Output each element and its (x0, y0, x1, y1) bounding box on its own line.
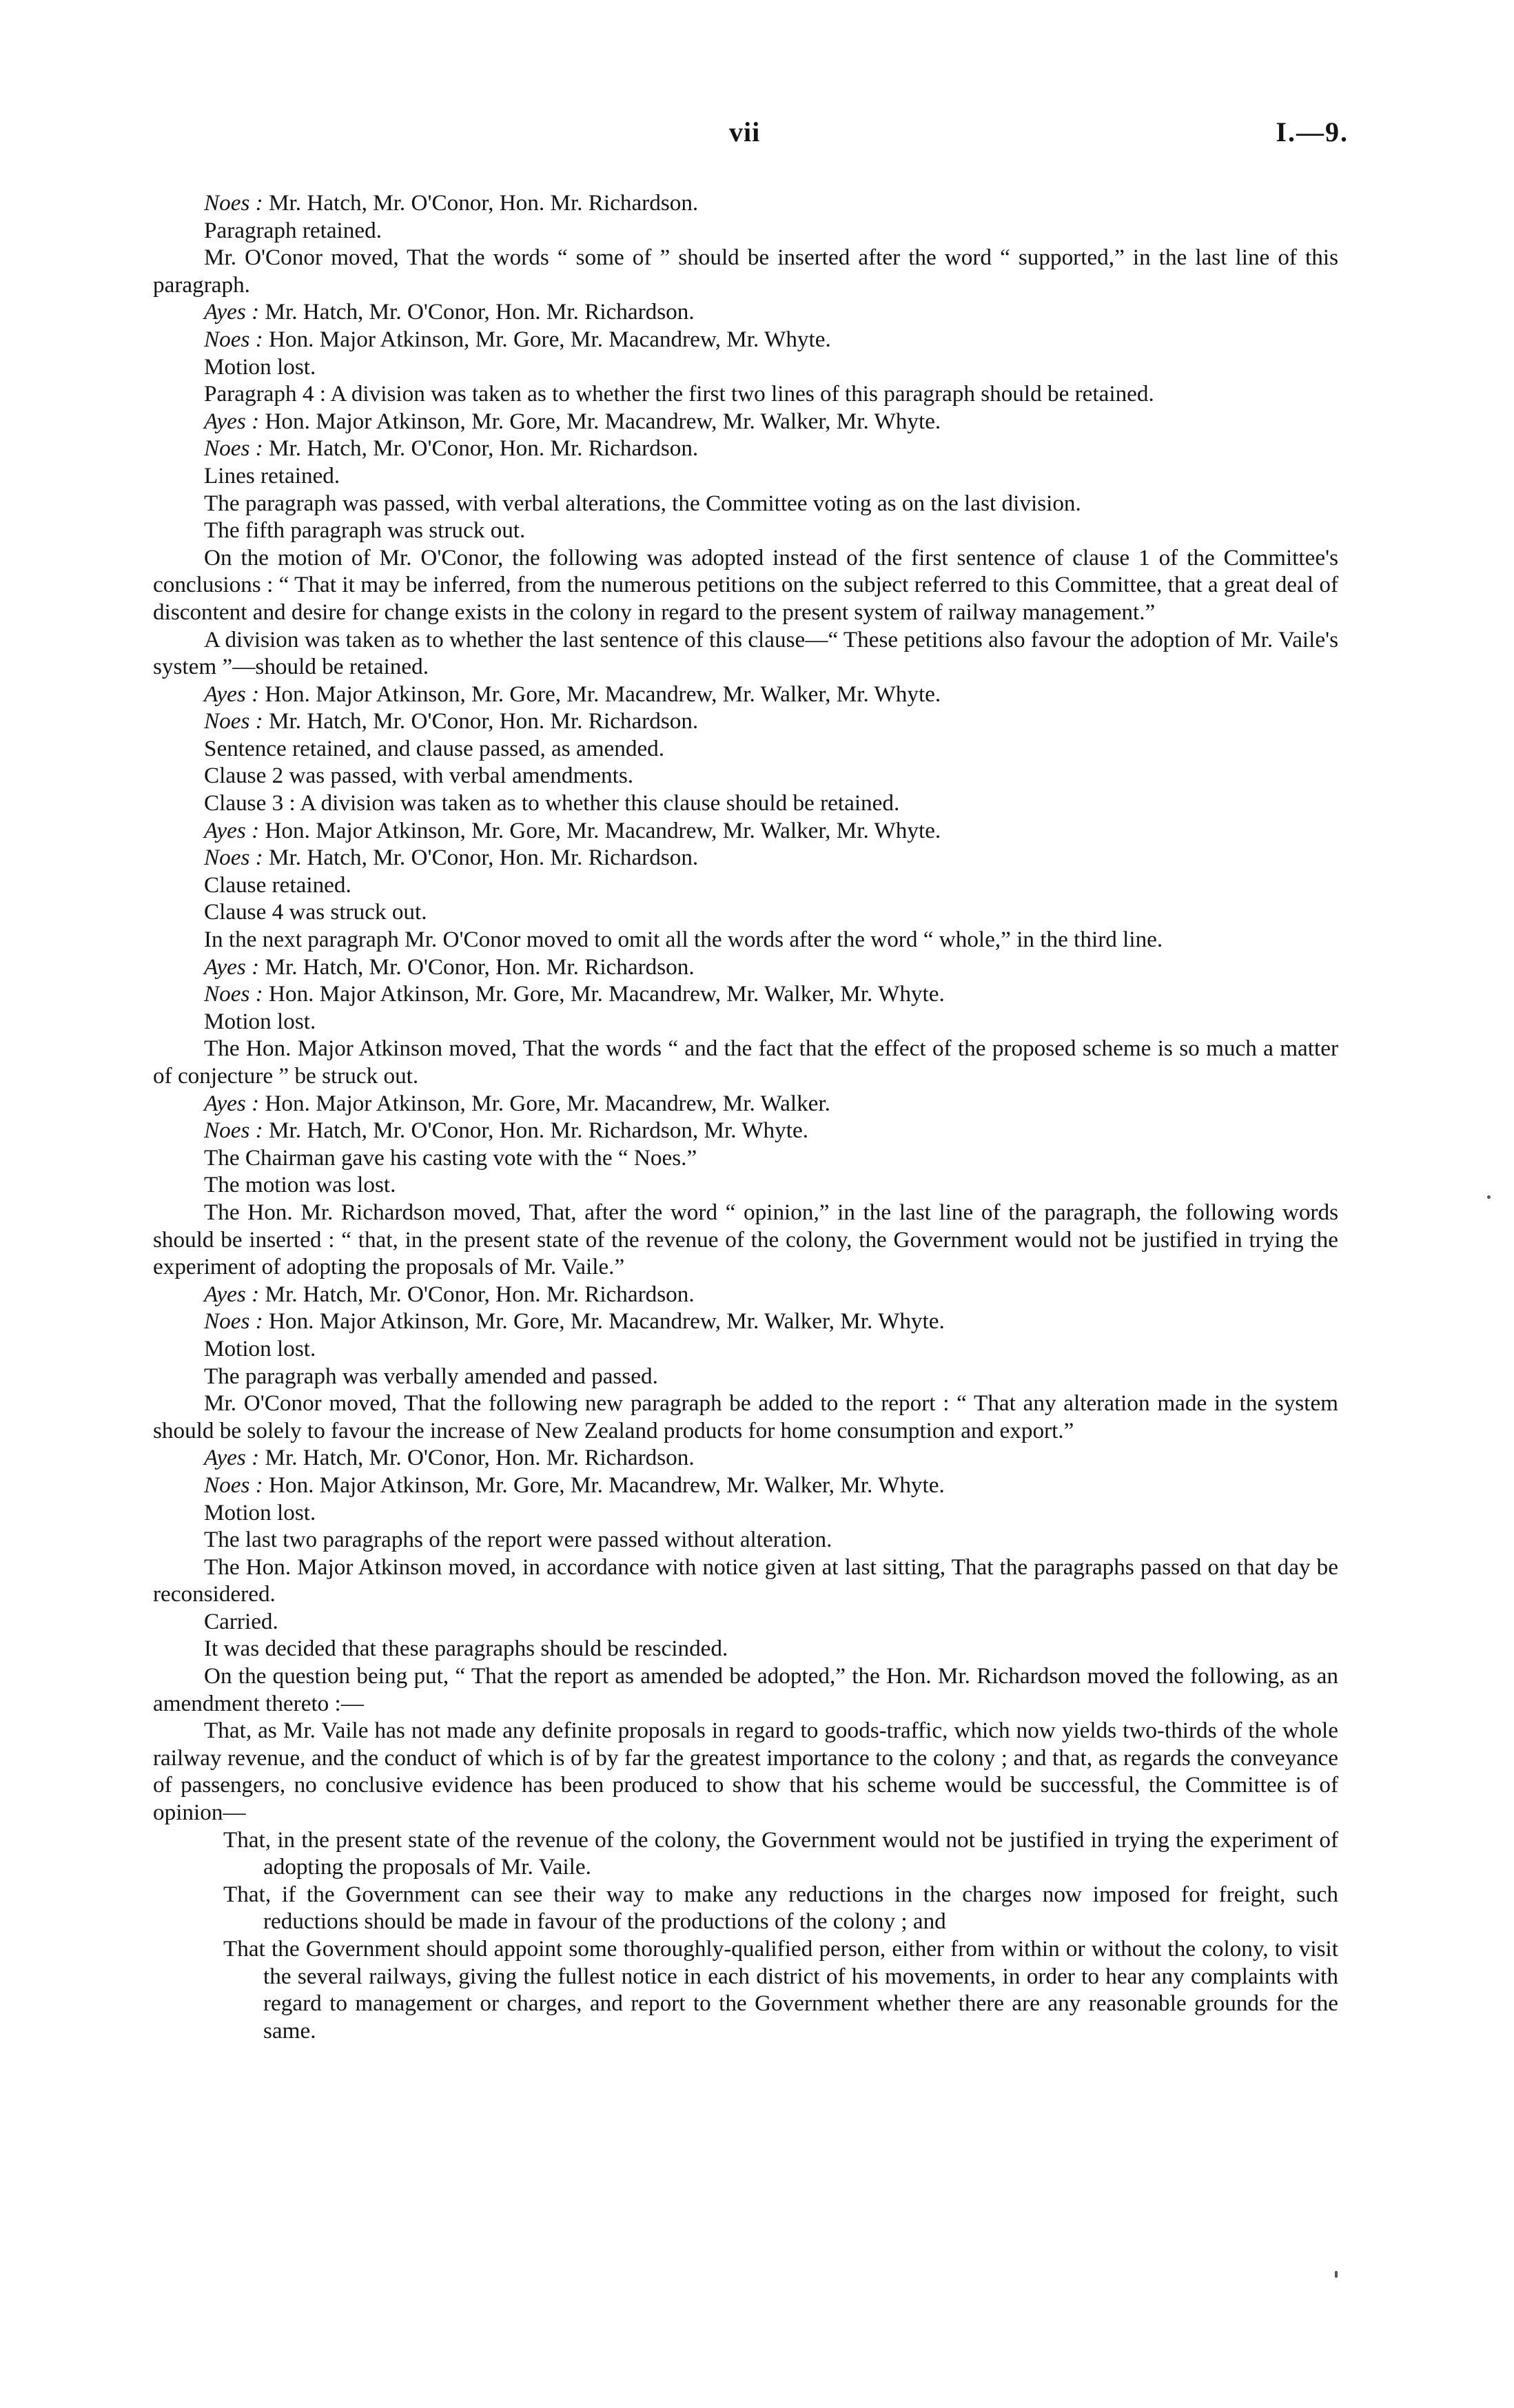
vote-record (153, 708, 1338, 735)
vote-members: Hon. Major Atkinson, Mr. Gore, Mr. Macandrew, Mr. Walker, Mr. Whyte. (269, 981, 945, 1007)
scan-speck (1487, 1195, 1491, 1199)
paragraph: The motion was lost. (204, 1172, 396, 1198)
vote-label: Noes : (204, 845, 263, 871)
vote-label: Noes : (204, 981, 263, 1007)
vote-label: Noes : (204, 1308, 263, 1335)
paragraph: Clause 3 : A division was taken as to whether this clause should be retained. (204, 790, 900, 816)
vote-members: Hon. Major Atkinson, Mr. Gore, Mr. Macandrew, Mr. Walker, Mr. Whyte. (265, 408, 941, 434)
vote-record (153, 844, 1338, 872)
vote-members: Mr. Hatch, Mr. O'Conor, Hon. Mr. Richardson. (265, 954, 695, 980)
paragraph: The paragraph was passed, with verbal alterations, the Committee voting as on the last division. (204, 490, 1081, 516)
vote-record (153, 1090, 1338, 1118)
paragraph: That, as Mr. Vaile has not made any definite proposals in regard to goods-traffic, which now yields two-thirds of the whole railway revenue, and the conduct of which is of by far the greatest importance to the colony ; and that, as regards the conveyance of passengers, no conclusive evidence has been produced to show that his scheme would be successful, the Committee is of opinion— (153, 1718, 1338, 1826)
paragraph: The last two paragraphs of the report were passed without alteration. (204, 1527, 832, 1553)
vote-label: Ayes : (204, 681, 260, 707)
paragraph: A division was taken as to whether the last sentence of this clause—“ These petitions also favour the adoption of Mr. Vaile's system ”—should be retained. (153, 626, 1338, 680)
vote-record (153, 326, 1338, 353)
page-header (0, 116, 1514, 157)
vote-label: Noes : (204, 1472, 263, 1498)
vote-record (153, 298, 1338, 326)
vote-label: Ayes : (204, 1445, 260, 1471)
paragraph: The fifth paragraph was struck out. (204, 517, 526, 544)
paragraph: Paragraph retained. (204, 217, 382, 243)
page-number: vii (729, 116, 761, 147)
vote-members: Mr. Hatch, Mr. O'Conor, Hon. Mr. Richardson. (269, 435, 699, 462)
paragraph: Paragraph 4 : A division was taken as to whether the first two lines of this paragraph should be retained. (204, 381, 1154, 407)
vote-members: Mr. Hatch, Mr. O'Conor, Hon. Mr. Richardson. (265, 299, 695, 325)
vote-members: Hon. Major Atkinson, Mr. Gore, Mr. Macandrew, Mr. Walker, Mr. Whyte. (269, 1472, 945, 1498)
paragraph: Motion lost. (204, 1499, 316, 1525)
vote-record (153, 954, 1338, 981)
paragraph: Lines retained. (204, 462, 340, 488)
vote-record (153, 1444, 1338, 1472)
vote-members: Hon. Major Atkinson, Mr. Gore, Mr. Macandrew, Mr. Walker, Mr. Whyte. (265, 681, 941, 707)
paragraph: Motion lost. (204, 1335, 316, 1361)
resolution-item: That, if the Government can see their way to make any reductions in the charges now imposed for freight, such reductions should be made in favour of the productions of the colony ; and (223, 1881, 1338, 1935)
paragraph: Motion lost. (204, 1008, 316, 1034)
vote-members: Mr. Hatch, Mr. O'Conor, Hon. Mr. Richardson. (265, 1445, 695, 1471)
vote-record (153, 817, 1338, 845)
vote-members: Mr. Hatch, Mr. O'Conor, Hon. Mr. Richardson. (269, 708, 699, 734)
vote-members: Hon. Major Atkinson, Mr. Gore, Mr. Macandrew, Mr. Walker, Mr. Whyte. (265, 817, 941, 843)
vote-label: Ayes : (204, 299, 260, 325)
resolution-item: That the Government should appoint some thoroughly-qualified person, either from within or without the colony, to visit the several railways, giving the fullest notice in each district of his movements, in order to hear any complaints with regard to management or charges, and report to the Government whether there are any reasonable grounds for the same. (223, 1936, 1338, 2044)
document-body (153, 189, 1338, 2044)
vote-members: Hon. Major Atkinson, Mr. Gore, Mr. Macandrew, Mr. Walker. (265, 1090, 830, 1116)
paragraph: In the next paragraph Mr. O'Conor moved to omit all the words after the word “ whole,” in the third line. (204, 927, 1163, 953)
vote-record (153, 189, 1338, 217)
vote-label: Noes : (204, 1118, 263, 1144)
paragraph: The paragraph was verbally amended and passed. (204, 1363, 658, 1389)
vote-label: Noes : (204, 435, 263, 462)
paragraph: Carried. (204, 1608, 278, 1634)
paragraph: It was decided that these paragraphs should be rescinded. (204, 1636, 728, 1662)
vote-label: Ayes : (204, 408, 260, 434)
paragraph: The Hon. Mr. Richardson moved, That, after the word “ opinion,” in the last line of the paragraph, the following words should be inserted : “ that, in the present state of the revenue of the colony, the Government would not be justified in trying the experiment of adopting the proposals of Mr. Vaile.” (153, 1199, 1338, 1280)
paragraph: Clause 4 was struck out. (204, 899, 427, 925)
vote-label: Ayes : (204, 1090, 260, 1116)
scan-speck (1335, 2271, 1338, 2278)
paragraph: Clause 2 was passed, with verbal amendments. (204, 763, 634, 789)
vote-record (153, 681, 1338, 708)
vote-record (153, 1472, 1338, 1499)
paragraph: On the motion of Mr. O'Conor, the following was adopted instead of the first sentence of clause 1 of the Committee's conclusions : “ That it may be inferred, from the numerous petitions on the subject referred to this Committee, that a great deal of discontent and desire for change exists in the colony in regard to the present system of railway management.” (153, 544, 1338, 625)
paragraph: Sentence retained, and clause passed, as amended. (204, 735, 665, 761)
vote-label: Ayes : (204, 817, 260, 843)
vote-label: Noes : (204, 708, 263, 734)
vote-record (153, 1308, 1338, 1335)
vote-members: Mr. Hatch, Mr. O'Conor, Hon. Mr. Richardson. (269, 190, 699, 216)
paragraph: Mr. O'Conor moved, That the following new paragraph be added to the report : “ That any alteration made in the system should be solely to favour the increase of New Zealand products for home consumption and export.” (153, 1390, 1338, 1443)
vote-label: Noes : (204, 326, 263, 352)
paragraph: Clause retained. (204, 872, 351, 898)
vote-record (153, 435, 1338, 462)
vote-members: Mr. Hatch, Mr. O'Conor, Hon. Mr. Richardson. (265, 1281, 695, 1307)
vote-members: Mr. Hatch, Mr. O'Conor, Hon. Mr. Richardson, Mr. Whyte. (269, 1118, 808, 1144)
vote-label: Ayes : (204, 954, 260, 980)
paragraph: On the question being put, “ That the report as amended be adopted,” the Hon. Mr. Richardson moved the following, as an amendment thereto :— (153, 1663, 1338, 1716)
vote-members: Hon. Major Atkinson, Mr. Gore, Mr. Macandrew, Mr. Walker, Mr. Whyte. (269, 1308, 945, 1335)
vote-label: Ayes : (204, 1281, 260, 1307)
document-reference: I.—9. (1276, 116, 1349, 147)
paragraph: Mr. O'Conor moved, That the words “ some of ” should be inserted after the word “ supported,” in the last line of this paragraph. (153, 245, 1338, 298)
vote-record (153, 408, 1338, 435)
paragraph: The Chairman gave his casting vote with the “ Noes.” (204, 1144, 697, 1171)
resolution-item: That, in the present state of the revenue of the colony, the Government would not be justified in trying the experiment of adopting the proposals of Mr. Vaile. (223, 1826, 1338, 1880)
vote-record (153, 1281, 1338, 1308)
vote-label: Noes : (204, 190, 263, 216)
paragraph: The Hon. Major Atkinson moved, That the words “ and the fact that the effect of the proposed scheme is so much a matter of conjecture ” be struck out. (153, 1036, 1338, 1089)
vote-members: Mr. Hatch, Mr. O'Conor, Hon. Mr. Richardson. (269, 845, 699, 871)
paragraph: Motion lost. (204, 353, 316, 380)
vote-record (153, 1117, 1338, 1144)
paragraph: The Hon. Major Atkinson moved, in accordance with notice given at last sitting, That the paragraphs passed on that day be reconsidered. (153, 1554, 1338, 1607)
vote-record (153, 980, 1338, 1008)
vote-members: Hon. Major Atkinson, Mr. Gore, Mr. Macandrew, Mr. Whyte. (269, 326, 831, 352)
